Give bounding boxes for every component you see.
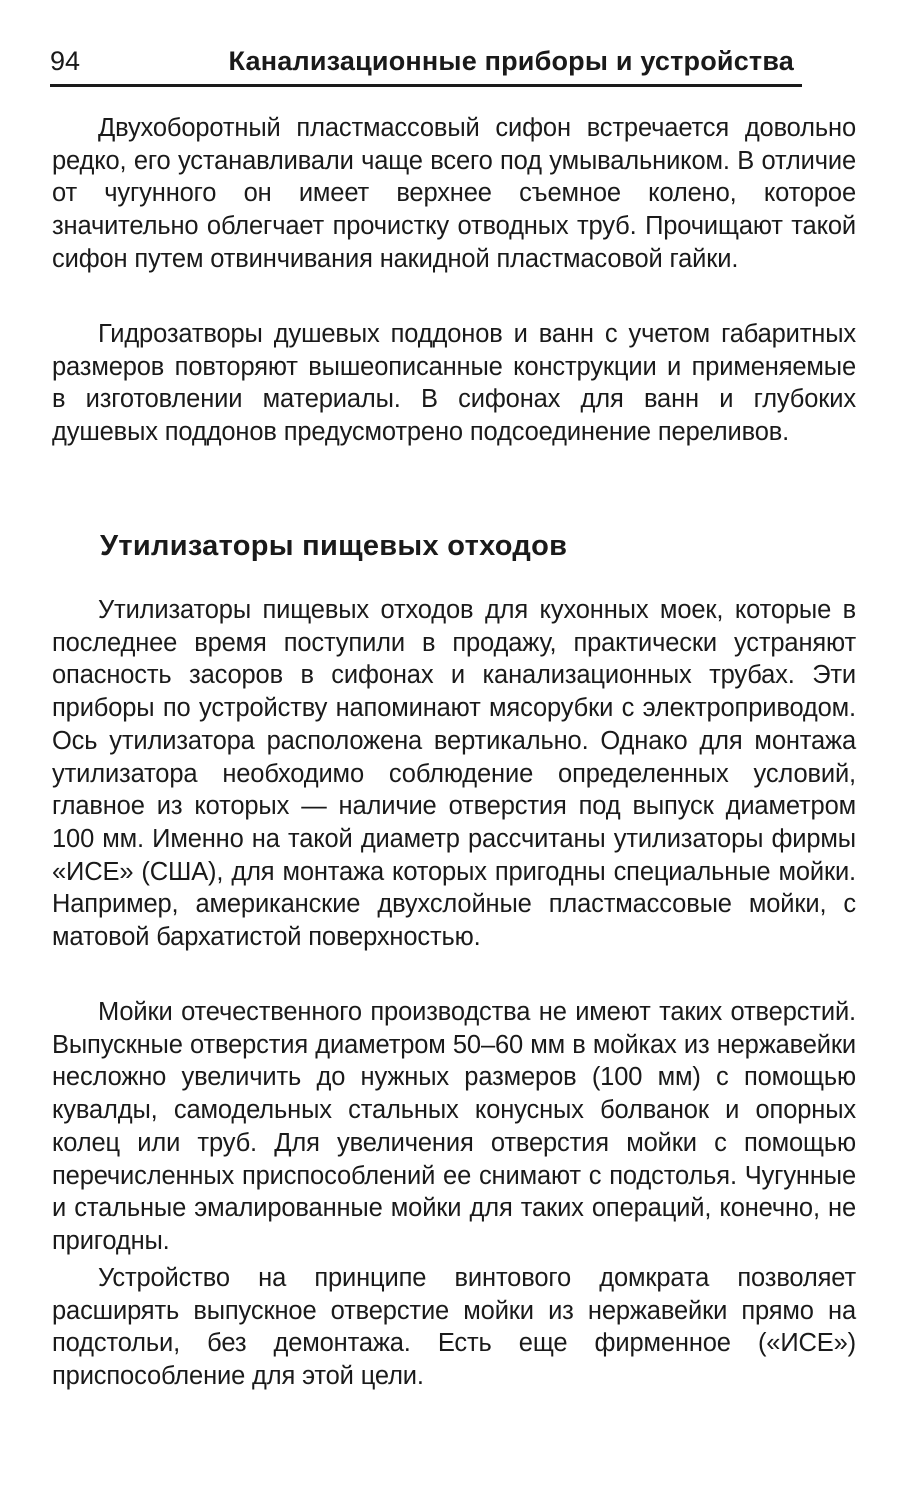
section-heading: Утилизаторы пищевых отходов [100,530,568,562]
running-title: Канализационные приборы и устройства [228,46,794,76]
paragraph-siphon: Двухоборотный пластмассовый сифон встречается довольно редко, его устанавливали чаще всего под умывальником. В отличие от чугунного он имеет верхнее съемное колено, которое значительно облегчает прочистку отводных труб. Прочищают такой сифон путем отвинчивания накидной пластмасовой гайки. [52,114,856,273]
paragraph-jack-device: Устройство на принципе винтового домкрата позволяет расширять выпускное отверстие мойки из нержавейки прямо на подстольи, без демонтажа. Есть еще фирменное («ИСЕ») приспособление для этой цели. [52,1264,856,1391]
page-number: 94 [50,46,81,76]
running-header [50,44,802,87]
paragraph-water-seals: Гидрозатворы душевых поддонов и ванн с учетом габаритных размеров повторяют вышеописанные конструкции и применяемые в изготовлении материалы. В сифонах для ванн и глубоких душевых поддонов предусмотрено подсоединение переливов. [52,320,856,447]
paragraph-disposers: Утилизаторы пищевых отходов для кухонных моек, которые в последнее время поступили в продажу, практически устраняют опасность засоров в сифонах и канализационных трубах. Эти приборы по устройству напоминают мясорубки с электроприводом. Ось утилизатора расположена вертикально. Однако для монтажа утилизатора необходимо соблюдение определенных условий, главное из которых — наличие отверстия под выпуск диаметром 100 мм. Именно на такой диаметр рассчитаны утилизаторы фирмы «ИСЕ» (США), для монтажа которых пригодны специальные мойки. Например, американские двухслойные пластмассовые мойки, с матовой бархатистой поверхностью. [52,596,856,952]
paragraph-domestic-sinks: Мойки отечественного производства не имеют таких отверстий. Выпускные отверстия диаметром 50–60 мм в мойках из нержавейки несложно увеличить до нужных размеров (100 мм) с помощью кувалды, самодельных стальных конусных болванок и опорных колец или труб. Для увеличения отверстия мойки с помощью перечисленных приспособлений ее снимают с подстолья. Чугунные и стальные эмалированные мойки для таких операций, конечно, не пригодны. [52,998,856,1255]
